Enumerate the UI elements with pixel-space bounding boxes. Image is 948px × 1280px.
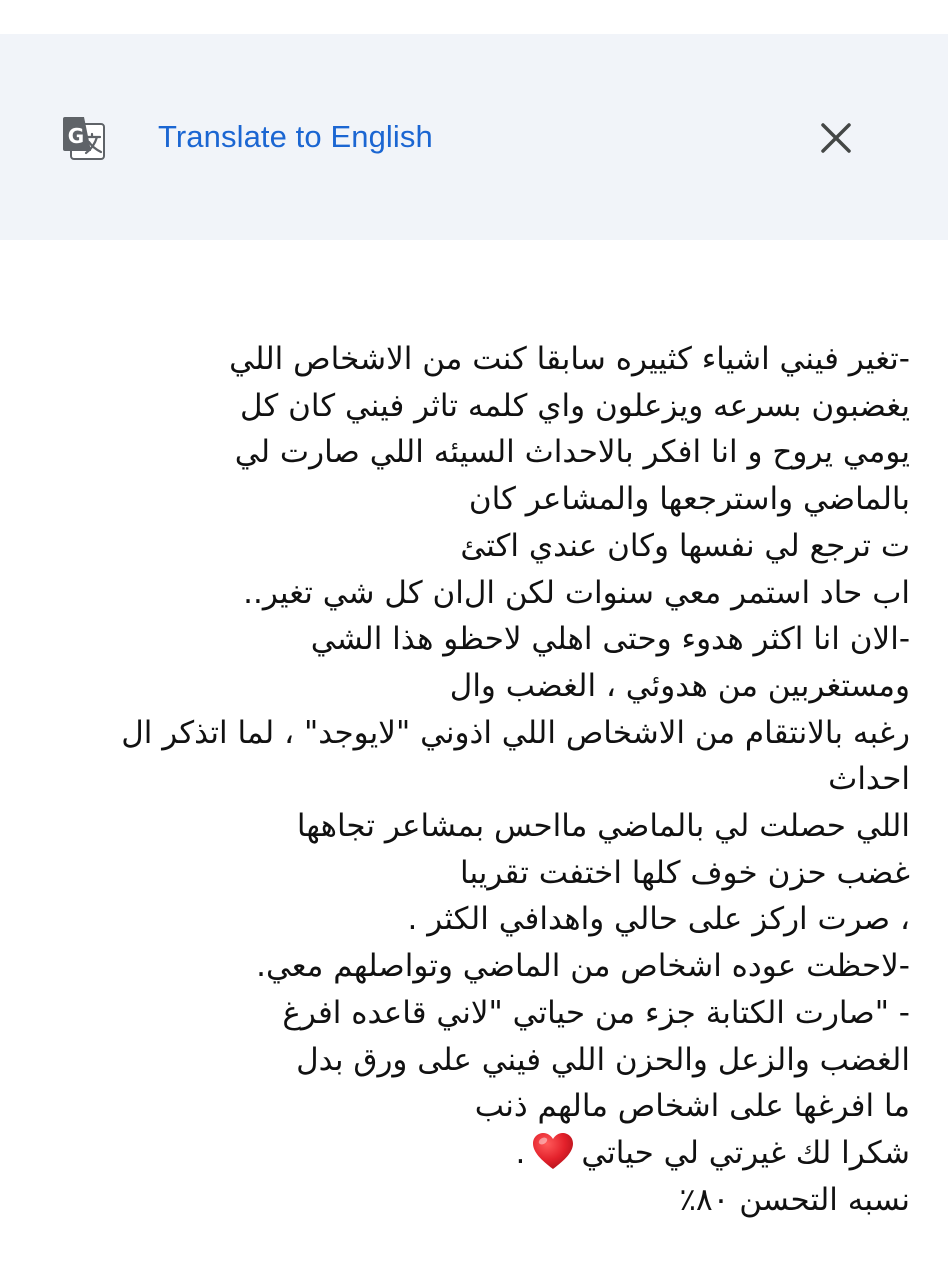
heart-icon (531, 1131, 575, 1171)
close-icon[interactable] (812, 114, 860, 162)
svg-text:G: G (67, 124, 85, 148)
thanks-period: . (515, 1134, 526, 1171)
post-line: احداث (828, 761, 910, 798)
post-line: يومي يروح و انا افكر بالاحداث السيئه اللي صارت لي (234, 434, 910, 471)
post-line: رغبه بالانتقام من الاشخاص اللي اذوني "لايوجد" ، لما اتذكر ال (121, 714, 910, 751)
post-line: الغضب والزعل والحزن اللي فيني على ورق بدل (296, 1041, 910, 1078)
post-line: - "صارت الكتابة جزء من حياتي "لاني قاعده افرغ (282, 994, 910, 1031)
translate-to-english-link[interactable]: Translate to English (158, 119, 433, 154)
post-line: يغضبون بسرعه ويزعلون واي كلمه تاثر فيني كان كل (240, 387, 910, 424)
improvement-line: نسبه التحسن ٨٠٪ (679, 1181, 910, 1218)
thanks-line (20, 1130, 910, 1177)
post-line: ومستغربين من هدوئي ، الغضب وال (449, 667, 910, 704)
post-line: بالماضي واسترجعها والمشاعر كان (468, 481, 910, 518)
post-line: ت ترجع لي نفسها وكان عندي اكتئ (460, 527, 910, 564)
post-line: ما افرغها على اشخاص مالهم ذنب (474, 1088, 910, 1125)
post-line: ، صرت اركز على حالي واهدافي الكثر . (407, 901, 910, 938)
post-line: -لاحظت عوده اشخاص من الماضي وتواصلهم معي. (256, 948, 910, 985)
post-line: اللي حصلت لي بالماضي مااحس بمشاعر تجاهها (296, 808, 910, 845)
post-line: غضب حزن خوف كلها اختفت تقريبا (460, 854, 910, 891)
post-body (20, 336, 910, 1223)
post-line: -الان انا اكثر هدوء وحتى اهلي لاحظو هذا الشي (310, 621, 910, 658)
thanks-text: شكرا لك غيرتي لي حياتي (581, 1134, 910, 1171)
google-translate-icon[interactable] (60, 115, 106, 161)
translate-banner (0, 34, 948, 240)
post-line: اب حاد استمر معي سنوات لكن ال‌ان كل شي تغير.. (243, 574, 910, 611)
post-line: -تغير فيني اشياء كثييره سابقا كنت من الاشخاص اللي (229, 341, 910, 377)
